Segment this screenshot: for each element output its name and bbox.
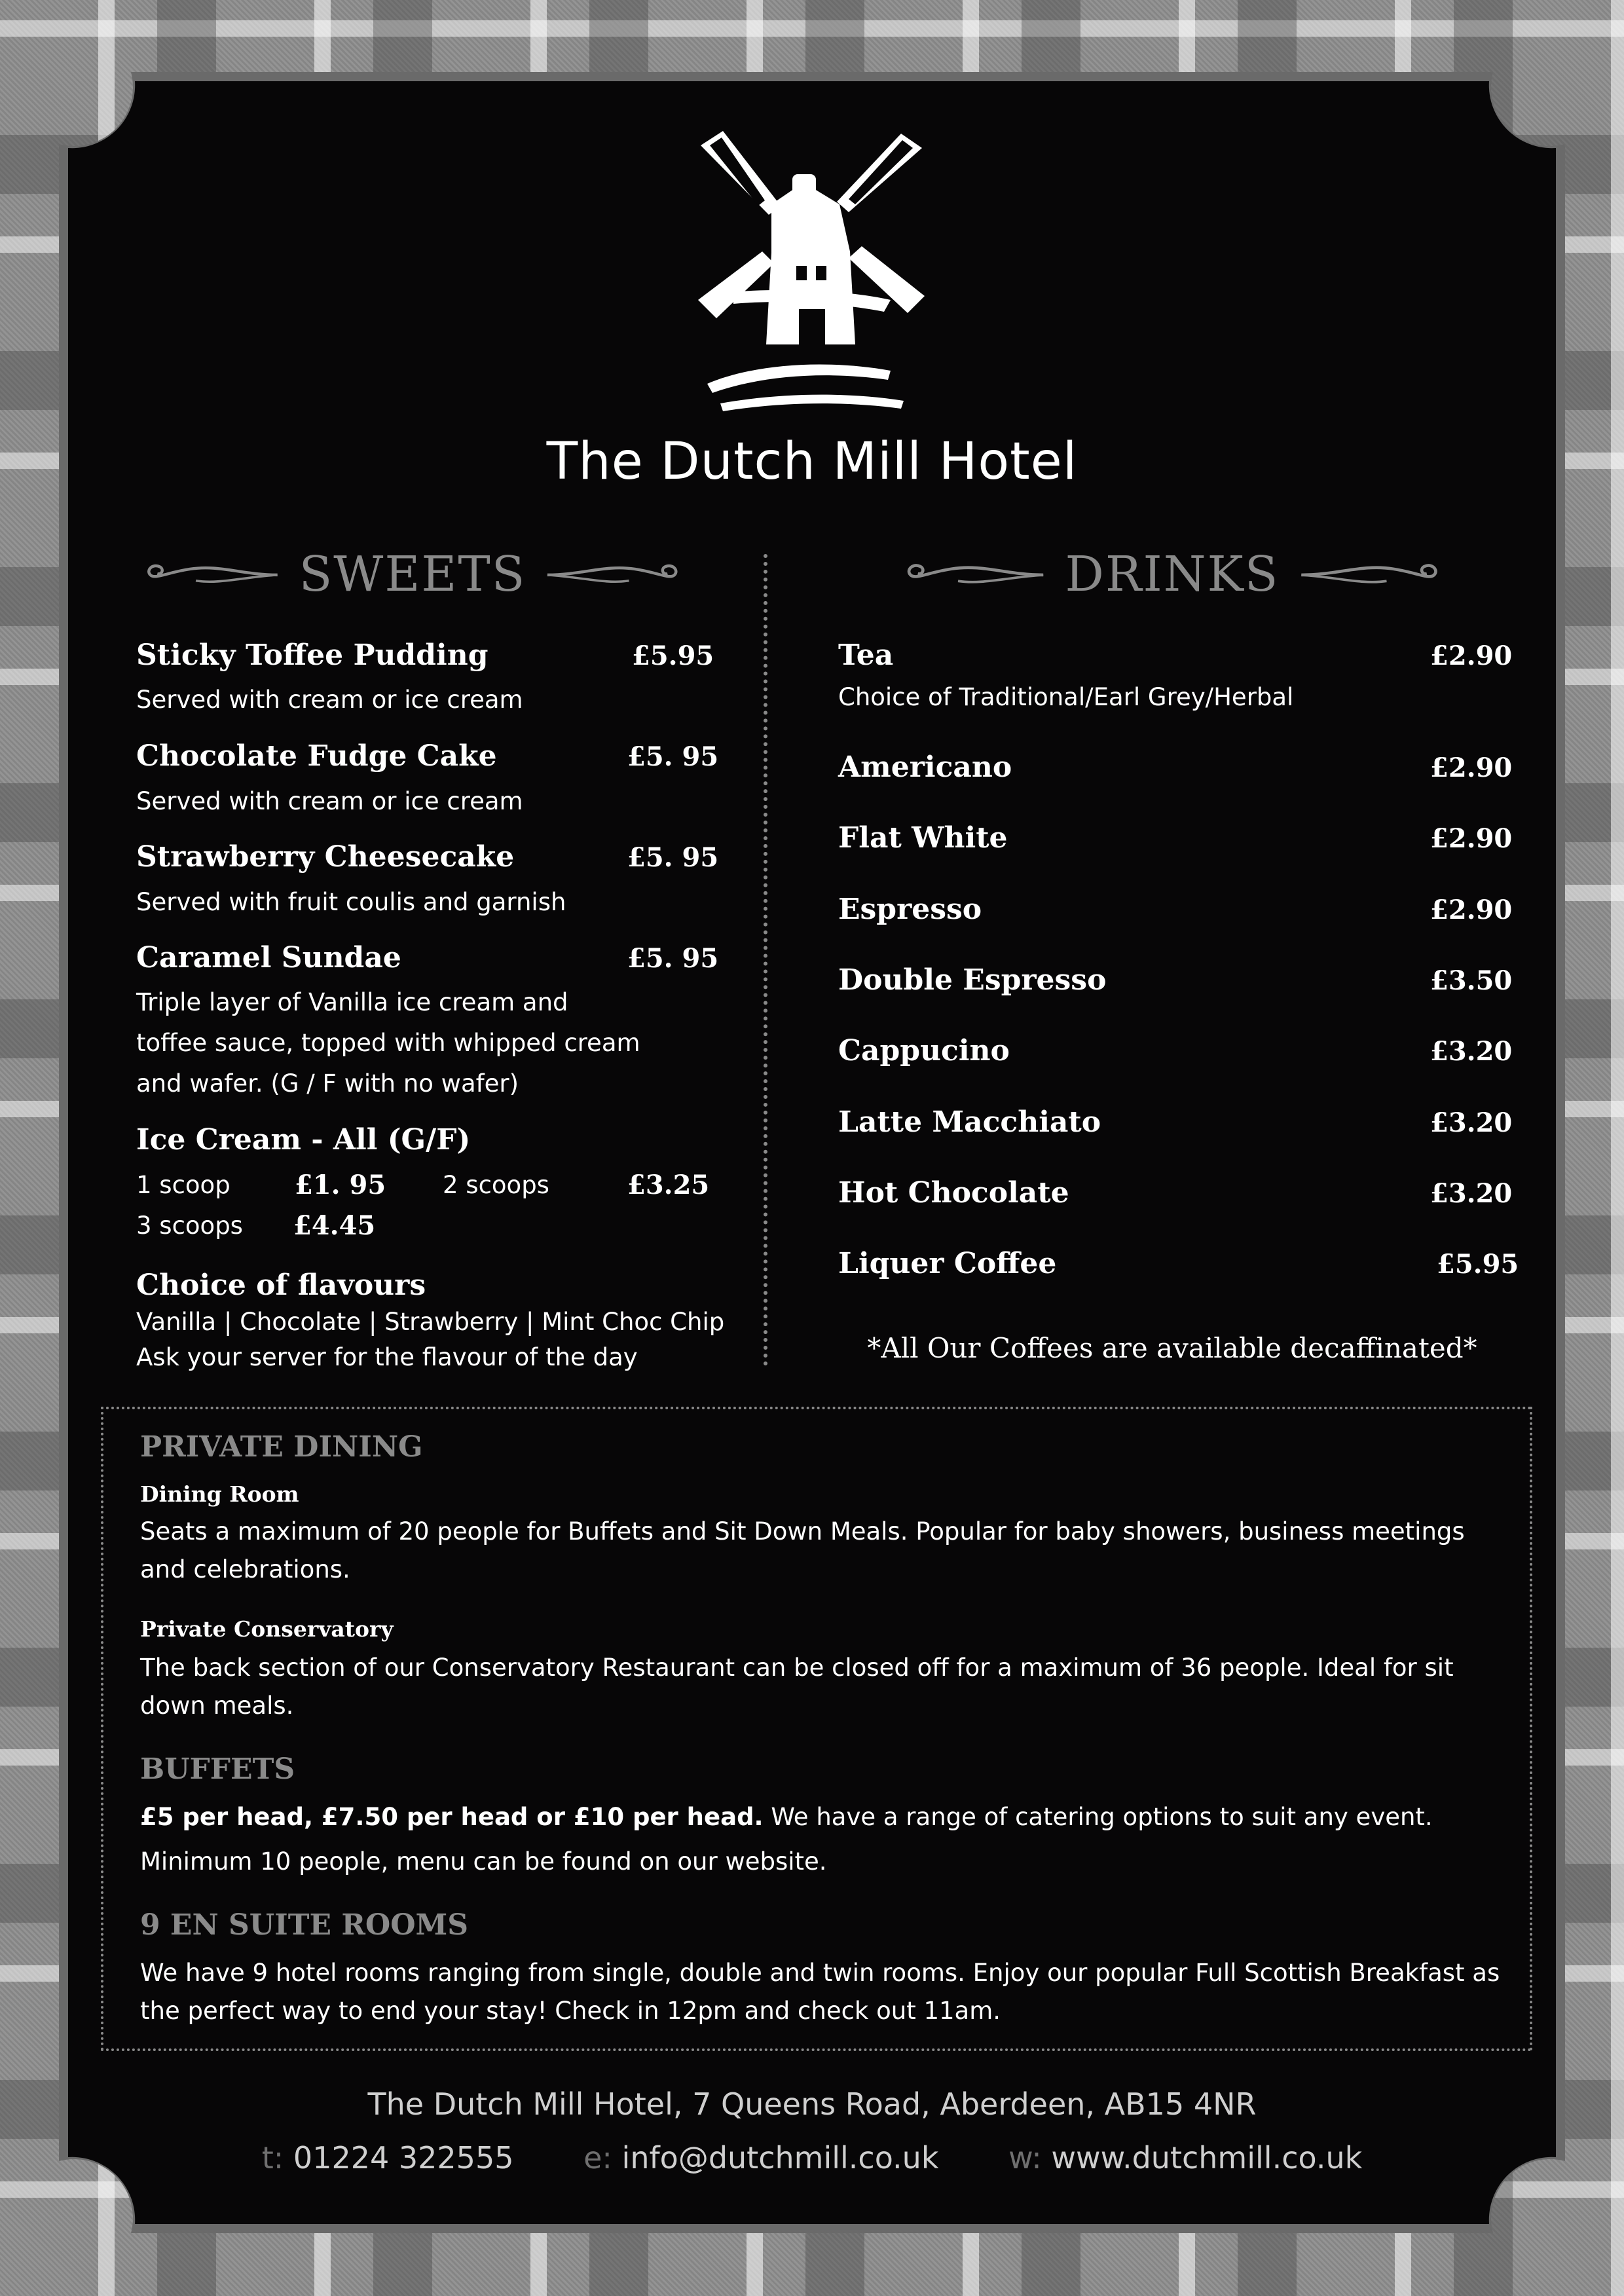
scoop-option-label: 2 scoops (443, 1171, 549, 1199)
footer-email (583, 2140, 938, 2176)
email-address[interactable]: info@dutchmill.co.uk (621, 2140, 939, 2176)
website-link[interactable]: www.dutchmill.co.uk (1051, 2140, 1363, 2176)
sweets-item-name: Chocolate Fudge Cake (136, 739, 497, 773)
scoop-option-price: £4.45 (293, 1210, 376, 1241)
phone-prefix: t: (261, 2140, 284, 2176)
drinks-item-price: £2.90 (1430, 823, 1513, 854)
buffets-heading: BUFFETS (140, 1752, 295, 1786)
sweets-item-name: Sticky Toffee Pudding (136, 639, 489, 672)
sweets-title: SWEETS (299, 546, 526, 602)
hotel-name: The Dutch Mill Hotel (546, 432, 1078, 491)
buffets-prices: £5 per head, £7.50 per head or £10 per head. (140, 1803, 764, 1831)
sweets-item-price: £5. 95 (627, 741, 719, 772)
sweets-item-desc: Served with cream or ice cream (136, 686, 523, 714)
sweets-item-desc: toffee sauce, topped with whipped cream (136, 1029, 640, 1057)
conservatory-heading: Private Conservatory (140, 1616, 394, 1642)
drinks-title: DRINKS (1065, 546, 1280, 602)
drinks-item-name: Flat White (838, 821, 1008, 855)
scroll-flourish-icon (897, 551, 1049, 597)
drinks-item-name: Liquer Coffee (838, 1247, 1057, 1280)
dining-room-text: Seats a maximum of 20 people for Buffets and Sit Down Meals. Popular for baby showers, business meetings and celebrations. (140, 1517, 1465, 1583)
drinks-item-name: Cappucino (838, 1034, 1010, 1067)
drinks-item-price: £2.90 (1430, 752, 1513, 783)
sweets-item-price: £5.95 (632, 640, 714, 671)
sweets-item-price: £5. 95 (627, 943, 719, 974)
flavours-heading: Choice of flavours (136, 1268, 426, 1302)
drinks-item-desc: Choice of Traditional/Earl Grey/Herbal (838, 683, 1294, 711)
dining-room-heading: Dining Room (140, 1481, 299, 1507)
ice-cream-heading: Ice Cream - All (G/F) (136, 1123, 471, 1157)
decaf-note: *All Our Coffees are available decaffinated* (867, 1332, 1477, 1364)
scoop-option-price: £1. 95 (295, 1170, 386, 1200)
sweets-item-name: Strawberry Cheesecake (136, 840, 515, 874)
buffets-description: We have a range of catering options to suit any event. (763, 1803, 1433, 1831)
footer-address: The Dutch Mill Hotel, 7 Queens Road, Aberdeen, AB15 4NR (367, 2086, 1257, 2122)
sweets-item-desc: Triple layer of Vanilla ice cream and (136, 988, 568, 1016)
drinks-item-price: £5.95 (1437, 1249, 1519, 1280)
scoop-option-price: £3.25 (627, 1170, 710, 1200)
drinks-item-price: £3.50 (1430, 965, 1513, 996)
drinks-item-price: £2.90 (1430, 895, 1513, 925)
drinks-header (897, 538, 1447, 610)
email-prefix: e: (583, 2140, 612, 2176)
private-dining-heading: PRIVATE DINING (140, 1430, 423, 1464)
sweets-item-price: £5. 95 (627, 842, 719, 873)
drinks-item-price: £2.90 (1430, 640, 1513, 671)
rooms-heading: 9 EN SUITE ROOMS (140, 1908, 469, 1942)
phone-number[interactable]: 01224 322555 (293, 2140, 514, 2176)
column-divider (764, 554, 767, 1366)
scroll-flourish-icon (138, 551, 284, 597)
drinks-item-name: Americano (838, 750, 1012, 784)
scoop-option-label: 3 scoops (136, 1212, 243, 1240)
flavours-note: Ask your server for the flavour of the day (136, 1343, 638, 1371)
drinks-item-name: Espresso (838, 893, 982, 926)
drinks-item-name: Latte Macchiato (838, 1105, 1101, 1139)
sweets-item-desc: Served with fruit coulis and garnish (136, 888, 566, 916)
sweets-item-name: Caramel Sundae (136, 941, 401, 974)
scroll-flourish-icon (542, 551, 688, 597)
drinks-item-name: Hot Chocolate (838, 1176, 1069, 1210)
footer-web (1008, 2140, 1362, 2176)
scoop-option-label: 1 scoop (136, 1171, 231, 1199)
drinks-item-price: £3.20 (1430, 1036, 1513, 1067)
drinks-item-price: £3.20 (1430, 1178, 1513, 1209)
sweets-item-desc: and wafer. (G / F with no wafer) (136, 1069, 519, 1098)
web-prefix: w: (1008, 2140, 1042, 2176)
drinks-item-price: £3.20 (1430, 1107, 1513, 1138)
scroll-flourish-icon (1295, 551, 1447, 597)
rooms-text: We have 9 hotel rooms ranging from single, double and twin rooms. Enjoy our popular Full Scottish Breakfast as the perfect way to end your stay! Check in 12pm and check out 11am. (140, 1959, 1500, 2025)
buffets-text (140, 1798, 1502, 1836)
drinks-item-name: Double Espresso (838, 963, 1107, 997)
windmill-logo-icon (694, 128, 930, 417)
sweets-item-desc: Served with cream or ice cream (136, 787, 523, 815)
flavours-list: Vanilla | Chocolate | Strawberry | Mint Choc Chip (136, 1308, 725, 1336)
footer-contacts (0, 2140, 1624, 2176)
footer-phone (262, 2140, 514, 2176)
buffets-minimum: Minimum 10 people, menu can be found on our website. (140, 1847, 827, 1876)
sweets-header (138, 538, 688, 610)
drinks-item-name: Tea (838, 639, 894, 672)
conservatory-text: The back section of our Conservatory Restaurant can be closed off for a maximum of 36 people. Ideal for sit down meals. (140, 1654, 1454, 1720)
